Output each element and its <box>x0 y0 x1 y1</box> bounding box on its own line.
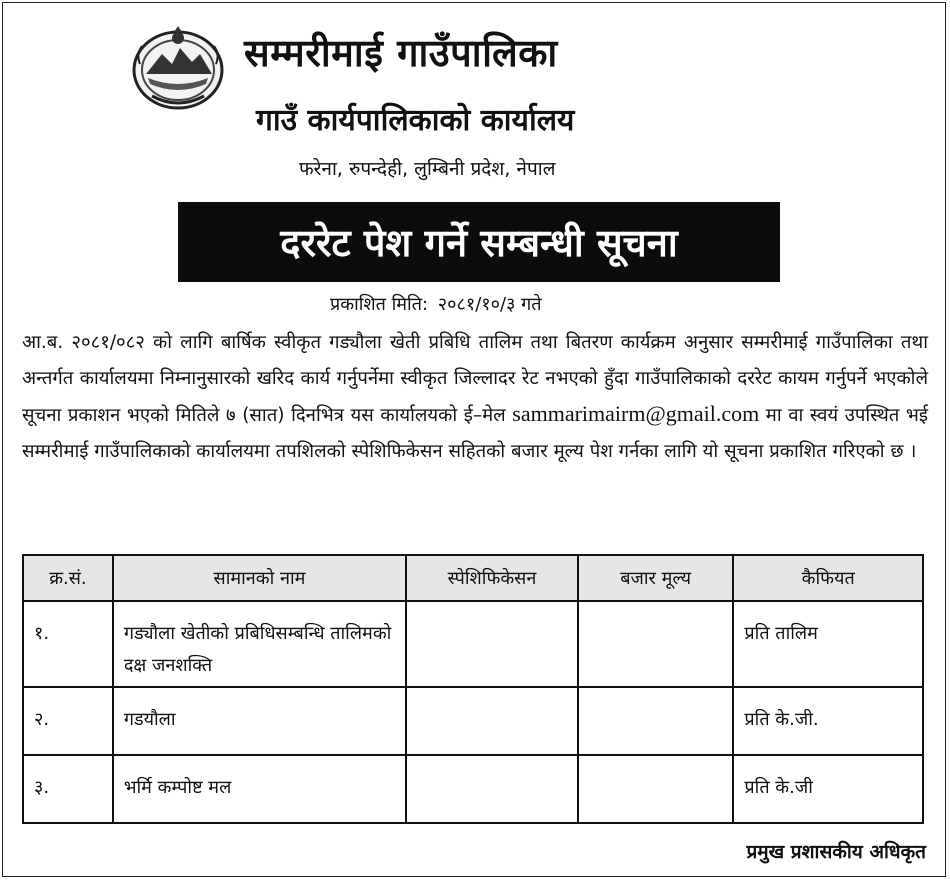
municipality-title: सम्मरीमाई गाउँपालिका <box>244 31 558 75</box>
published-date-line <box>330 292 542 316</box>
published-label: प्रकाशित मिति: <box>330 294 429 315</box>
body-text-part1: आ.ब. २०८१/०८२ को लागि बार्षिक स्वीकृत गड्यौला खेती प्रबिधि तालिम तथा बितरण कार्यक्रम अनुसार सम्मरीमाई गाउँपालिका तथा अन्तर्गत कार्यालयमा निम्नानुसारको खरिद कार्य गर्नुपर्नेमा स्वीकृत जिल्लादर रेट नभएको हुँदा गाउँपालिकाको दररेट कायम गर्नुपर्ने भएकोले सूचना प्रकाशन भएको मितिले ७ (सात) दिनभित्र यस कार्यालयको ई–मेल <box>22 332 928 426</box>
table-header-row <box>23 555 923 601</box>
cell-market-price <box>578 687 734 755</box>
cell-specification <box>406 687 578 755</box>
cell-item-name: गड्यौला खेतीको प्रबिधिसम्बन्धि तालिमको दक्ष जनशक्ति <box>113 601 406 687</box>
header-specification: स्पेशिफिकेसन <box>406 555 578 601</box>
notice-heading: दररेट पेश गर्ने सम्बन्धी सूचना <box>178 202 780 282</box>
body-text-part2: मा वा स्वयं उपस्थित भई सम्मरीमाई गाउँपालिकाको कार्यालयमा तपशिलको स्पेशिफिकेसन सहितको बजार मूल्य पेश गर्नका लागि यो सूचना प्रकाशित गरिएको छ । <box>22 405 929 462</box>
signatory-title: प्रमुख प्रशासकीय अधिकृत <box>746 841 926 863</box>
cell-serial: ३. <box>23 755 113 823</box>
published-date: २०८१/१०/३ गते <box>437 294 542 315</box>
table-row <box>23 687 923 755</box>
header-market-price: बजार मूल्य <box>578 555 734 601</box>
nepal-government-emblem-icon <box>128 24 228 112</box>
cell-remarks: प्रति के.जी. <box>733 687 923 755</box>
office-address: फरेना, रुपन्देही, लुम्बिनी प्रदेश, नेपाल <box>299 158 556 180</box>
cell-item-name: भर्मि कम्पोष्ट मल <box>113 755 406 823</box>
cell-item-name: गडयौला <box>113 687 406 755</box>
table-row <box>23 601 923 687</box>
header-remarks: कैफियत <box>733 555 923 601</box>
header-item-name: सामानको नाम <box>113 555 406 601</box>
cell-specification <box>406 601 578 687</box>
cell-market-price <box>578 601 734 687</box>
items-table <box>22 554 924 824</box>
cell-specification <box>406 755 578 823</box>
office-subtitle: गाउँ कार्यपालिकाको कार्यालय <box>256 103 575 138</box>
table-row <box>23 755 923 823</box>
cell-serial: १. <box>23 601 113 687</box>
header-serial: क्र.सं. <box>23 555 113 601</box>
cell-serial: २. <box>23 687 113 755</box>
cell-market-price <box>578 755 734 823</box>
email-address[interactable]: sammarimairm@gmail.com <box>512 401 760 426</box>
notice-body <box>22 325 928 469</box>
cell-remarks: प्रति तालिम <box>733 601 923 687</box>
cell-remarks: प्रति के.जी <box>733 755 923 823</box>
